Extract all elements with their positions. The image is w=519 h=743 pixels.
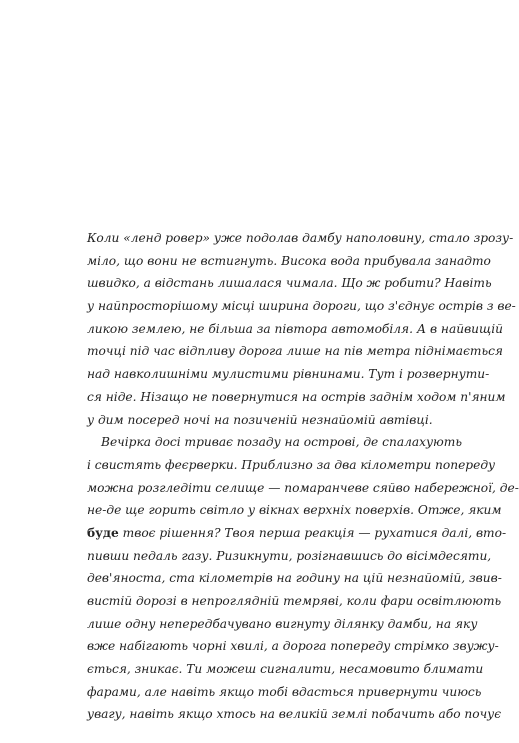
text-line: Коли «ленд ровер» уже подолав дамбу наполовину, стало зрозу- [87,231,514,245]
text-line: вистій дорозі в непроглядній темряві, коли фари освітлюють [87,594,502,608]
text-line: міло, що вони не встигнуть. Висока вода прибувала занадто [87,253,491,268]
text-line: вже набігають чорні хвилі, а дорога попереду стрімко звужу- [87,639,499,654]
text-line: і свистять феєрверки. Приблизно за два кілометри попереду [87,457,496,472]
text-line: не-де ще горить світло у вікнах верхніх поверхів. Отже, яким [87,503,502,518]
text-line: ється, зникає. Ти можеш сигналити, несамовито блимати [87,662,484,677]
text-line: лише одну непередбачувано вигнуту ділянку дамби, на яку [87,616,478,631]
paragraph-2 [87,431,519,726]
line-text-after: твоє рішення? Твоя перша реакція — рухатися далі, вто- [118,525,507,540]
text-line: пивши педаль газу. Ризикнути, розігнавшись до вісімдесяти, [87,548,492,563]
text-line: можна розгледіти селище — помаранчеве сяйво набережної, де- [87,480,519,495]
text-line: Вечірка досі триває позаду на острові, де спалахують [101,435,462,450]
text-line: ся ніде. Нізащо не повернутися на острів заднім ходом п'яним [87,389,506,404]
text-line: у дим посеред ночі на позиченій незнайомій автівці. [87,412,433,427]
text-line: ликою землею, не більша за півтора автомобіля. А в найвищій [87,321,503,336]
emphasized-word: буде [87,525,119,540]
text-line: увагу, навіть якщо хтось на великій землі побачить або почує [87,707,502,722]
text-line [87,522,507,545]
text-line: дев'яноста, ста кілометрів на годину на цій незнайомій, звив- [87,571,502,586]
text-line: у найпросторішому місці ширина дороги, що з'єднує острів з ве- [87,299,516,314]
text-line: над навколишніми мулистими рівнинами. Тут і розвернути- [87,367,490,382]
text-line: швидко, а відстань лишалася чималa. Що ж робити? Навіть [87,276,492,291]
paragraph-1 [87,227,516,431]
body-text [87,227,519,726]
text-line: фарами, але навіть якщо тобі вдасться привернути чиюсь [87,684,482,699]
text-line: точці під час відпливу дорога лише на пів метра піднімається [87,344,503,359]
